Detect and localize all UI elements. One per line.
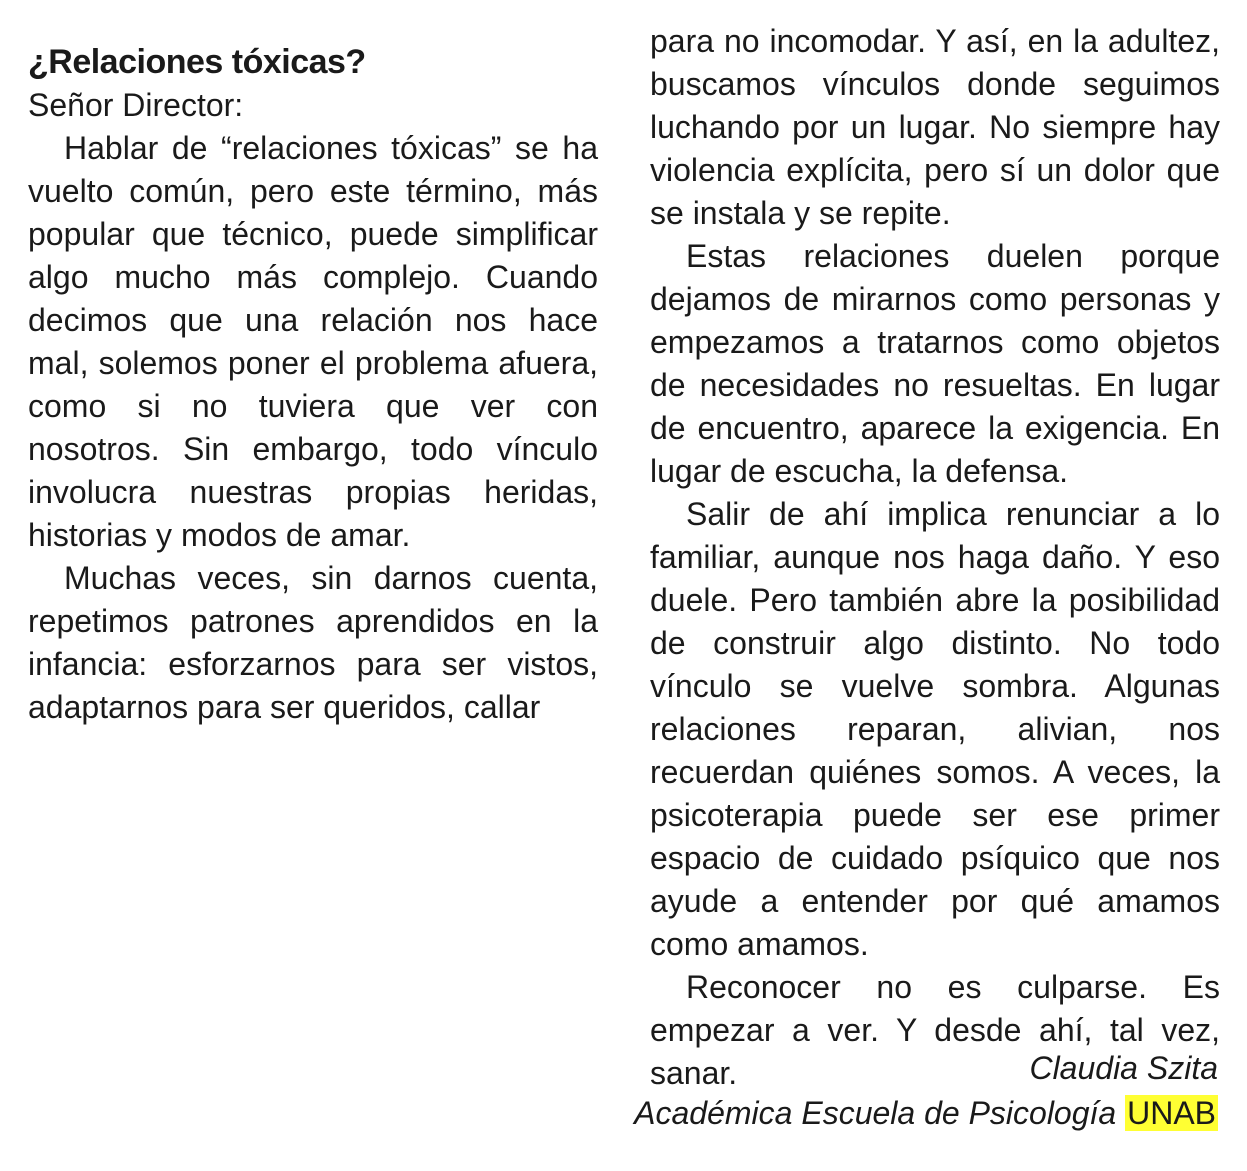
paragraph-2: Muchas veces, sin darnos cuenta, repetimos patrones aprendidos en la infancia: esforzarnos para ser vistos, adaptarnos para ser queridos, callar — [28, 560, 598, 725]
paragraph-4: Salir de ahí implica renunciar a lo familiar, aunque nos haga daño. Y eso duele. Pero también abre la posibilidad de construir algo distinto. No todo vínculo se vuelve sombra. Algunas relaciones reparan, alivian, nos recuerdan quiénes somos. A veces, la psicoterapia puede ser ese primer espacio de cuidado psíquico que nos ayude a entender por qué amamos como amamos. — [650, 496, 1220, 962]
paragraph-2-continuation: para no incomodar. Y así, en la adultez, buscamos vínculos donde seguimos luchando por un lugar. No siempre hay violencia explícita, pero sí un dolor que se instala y se repite. — [650, 23, 1220, 231]
signature-block — [634, 1046, 1218, 1136]
signature-affiliation: Académica Escuela de Psicología — [634, 1095, 1117, 1131]
signature-institution: UNAB — [1127, 1095, 1216, 1131]
left-column — [28, 20, 598, 729]
paragraph-3: Estas relaciones duelen porque dejamos de mirarnos como personas y empezamos a tratarnos como objetos de necesidades no resueltas. En lugar de encuentro, aparece la exigencia. En lugar de escucha, la defensa. — [650, 238, 1220, 489]
salutation: Señor Director: — [28, 87, 244, 123]
letter-title: ¿Relaciones tóxicas? — [28, 43, 366, 81]
signature-name: Claudia Szita — [1029, 1050, 1218, 1086]
paragraph-5: Reconocer no es culparse. Es empezar a ver. Y desde ahí, tal vez, sanar. — [650, 969, 1220, 1091]
signature-affiliation-line — [634, 1091, 1218, 1136]
right-column — [650, 20, 1220, 1095]
paragraph-1: Hablar de “relaciones tóxicas” se ha vuelto común, pero este término, más popular que técnico, puede simplificar algo mucho más complejo. Cuando decimos que una relación nos hace mal, solemos poner el problema afuera, como si no tuviera que ver con nosotros. Sin embargo, todo vínculo involucra nuestras propias heridas, historias y modos de amar. — [28, 130, 598, 553]
